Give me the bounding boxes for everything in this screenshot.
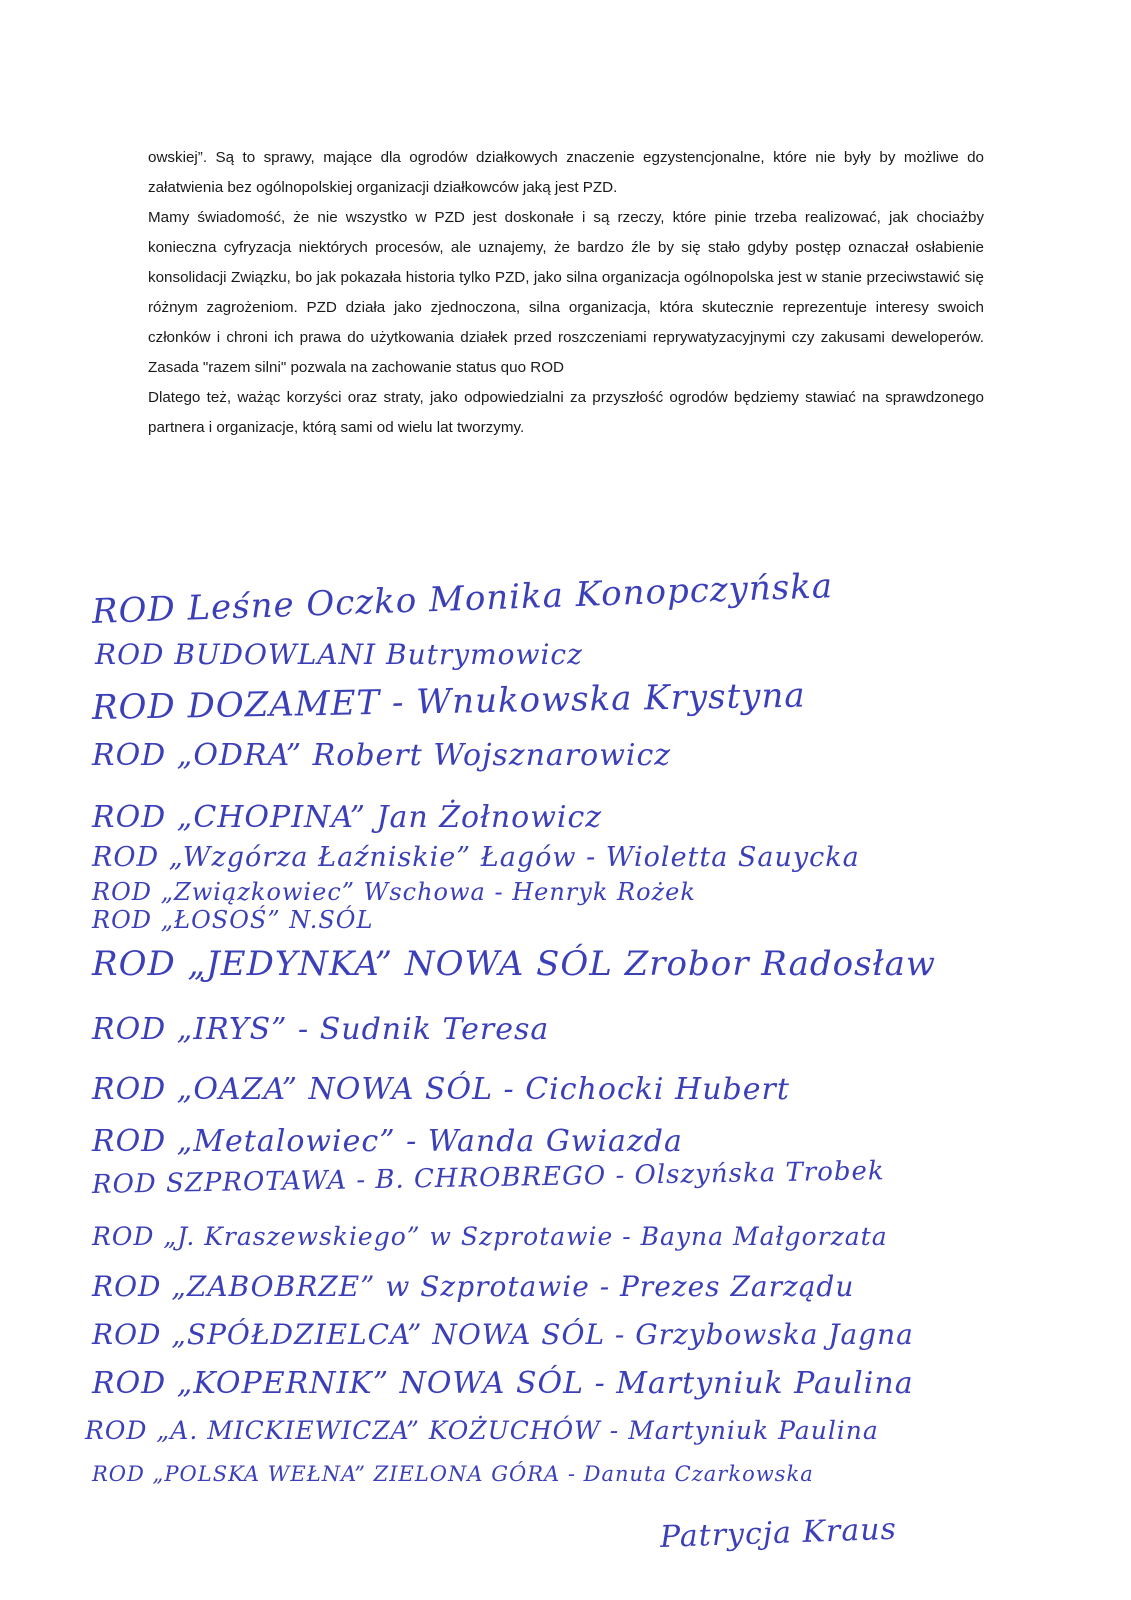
- signature-line: ROD DOZAMET - Wnukowska Krystyna: [91, 675, 806, 728]
- signature-line: ROD „JEDYNKA” NOWA SÓL Zrobor Radosław: [92, 944, 936, 984]
- signature-line: ROD „ZABOBRZE” w Szprotawie - Prezes Zarządu: [92, 1270, 855, 1303]
- signature-line: ROD „J. Kraszewskiego” w Szprotawie - Bayna Małgorzata: [92, 1222, 888, 1251]
- signature-line: ROD „OAZA” NOWA SÓL - Cichocki Hubert: [92, 1072, 790, 1107]
- signature-line: ROD „CHOPINA” Jan Żołnowicz: [92, 800, 603, 835]
- signature-line: ROD „KOPERNIK” NOWA SÓL - Martyniuk Paulina: [92, 1366, 914, 1401]
- paragraph-3: Dlatego też, ważąc korzyści oraz straty, jako odpowiedzialni za przyszłość ogrodów będziemy stawiać na sprawdzonego partnera i organizacje, którą sami od wielu lat tworzymy.: [148, 389, 984, 436]
- paragraph-2: Mamy świadomość, że nie wszystko w PZD jest doskonałe i są rzeczy, które pinie trzeba realizować, jak chociażby konieczna cyfryzacja niektórych procesów, ale uznajemy, że bardzo źle by się stało gdyby postęp oznaczał osłabienie konsolidacji Związku, bo jak pokazała historia tylko PZD, jako silna organizacja ogólnopolska jest w stanie przeciwstawić się różnym zagrożeniom. PZD działa jako zjednoczona, silna organizacja, która skutecznie reprezentuje interesy swoich członków i chroni ich prawa do użytkowania działek przed roszczeniami reprywatyzacyjnymi czy zakusami deweloperów. Zasada "razem silni" pozwala na zachowanie status quo ROD: [148, 209, 984, 376]
- paragraph-1: owskiej”. Są to sprawy, mające dla ogrodów działkowych znaczenie egzystencjonalne, które nie były by możliwe do załatwienia bez ogólnopolskiej organizacji działkowców jaką jest PZD.: [148, 149, 984, 196]
- signature-line: ROD SZPROTAWA - B. CHROBREGO - Olszyńska Trobek: [91, 1156, 885, 1200]
- signature-line: ROD Leśne Oczko Monika Konopczyńska: [91, 566, 834, 632]
- signature-line: ROD „Wzgórza Łaźniskie” Łagów - Wioletta Sauycka: [92, 842, 860, 873]
- signature-line: ROD „ŁOSOŚ” N.SÓL: [92, 906, 374, 934]
- signature-line: ROD „POLSKA WEŁNA” ZIELONA GÓRA - Danuta Czarkowska: [92, 1462, 814, 1486]
- signature-line: ROD „Metalowiec” - Wanda Gwiazda: [92, 1124, 683, 1159]
- signature-line: ROD „A. MICKIEWICZA” KOŻUCHÓW - Martyniuk Paulina: [85, 1416, 879, 1445]
- signature-line: ROD „Związkowiec” Wschowa - Henryk Rożek: [92, 878, 696, 906]
- signature-line: ROD BUDOWLANI Butrymowicz: [95, 638, 583, 671]
- signature-line: ROD „SPÓŁDZIELCA” NOWA SÓL - Grzybowska Jagna: [92, 1318, 914, 1351]
- signature-line: ROD „ODRA” Robert Wojsznarowicz: [92, 738, 672, 773]
- signature-line: ROD „IRYS” - Sudnik Teresa: [92, 1012, 550, 1047]
- signature-line: Patrycja Kraus: [659, 1511, 898, 1555]
